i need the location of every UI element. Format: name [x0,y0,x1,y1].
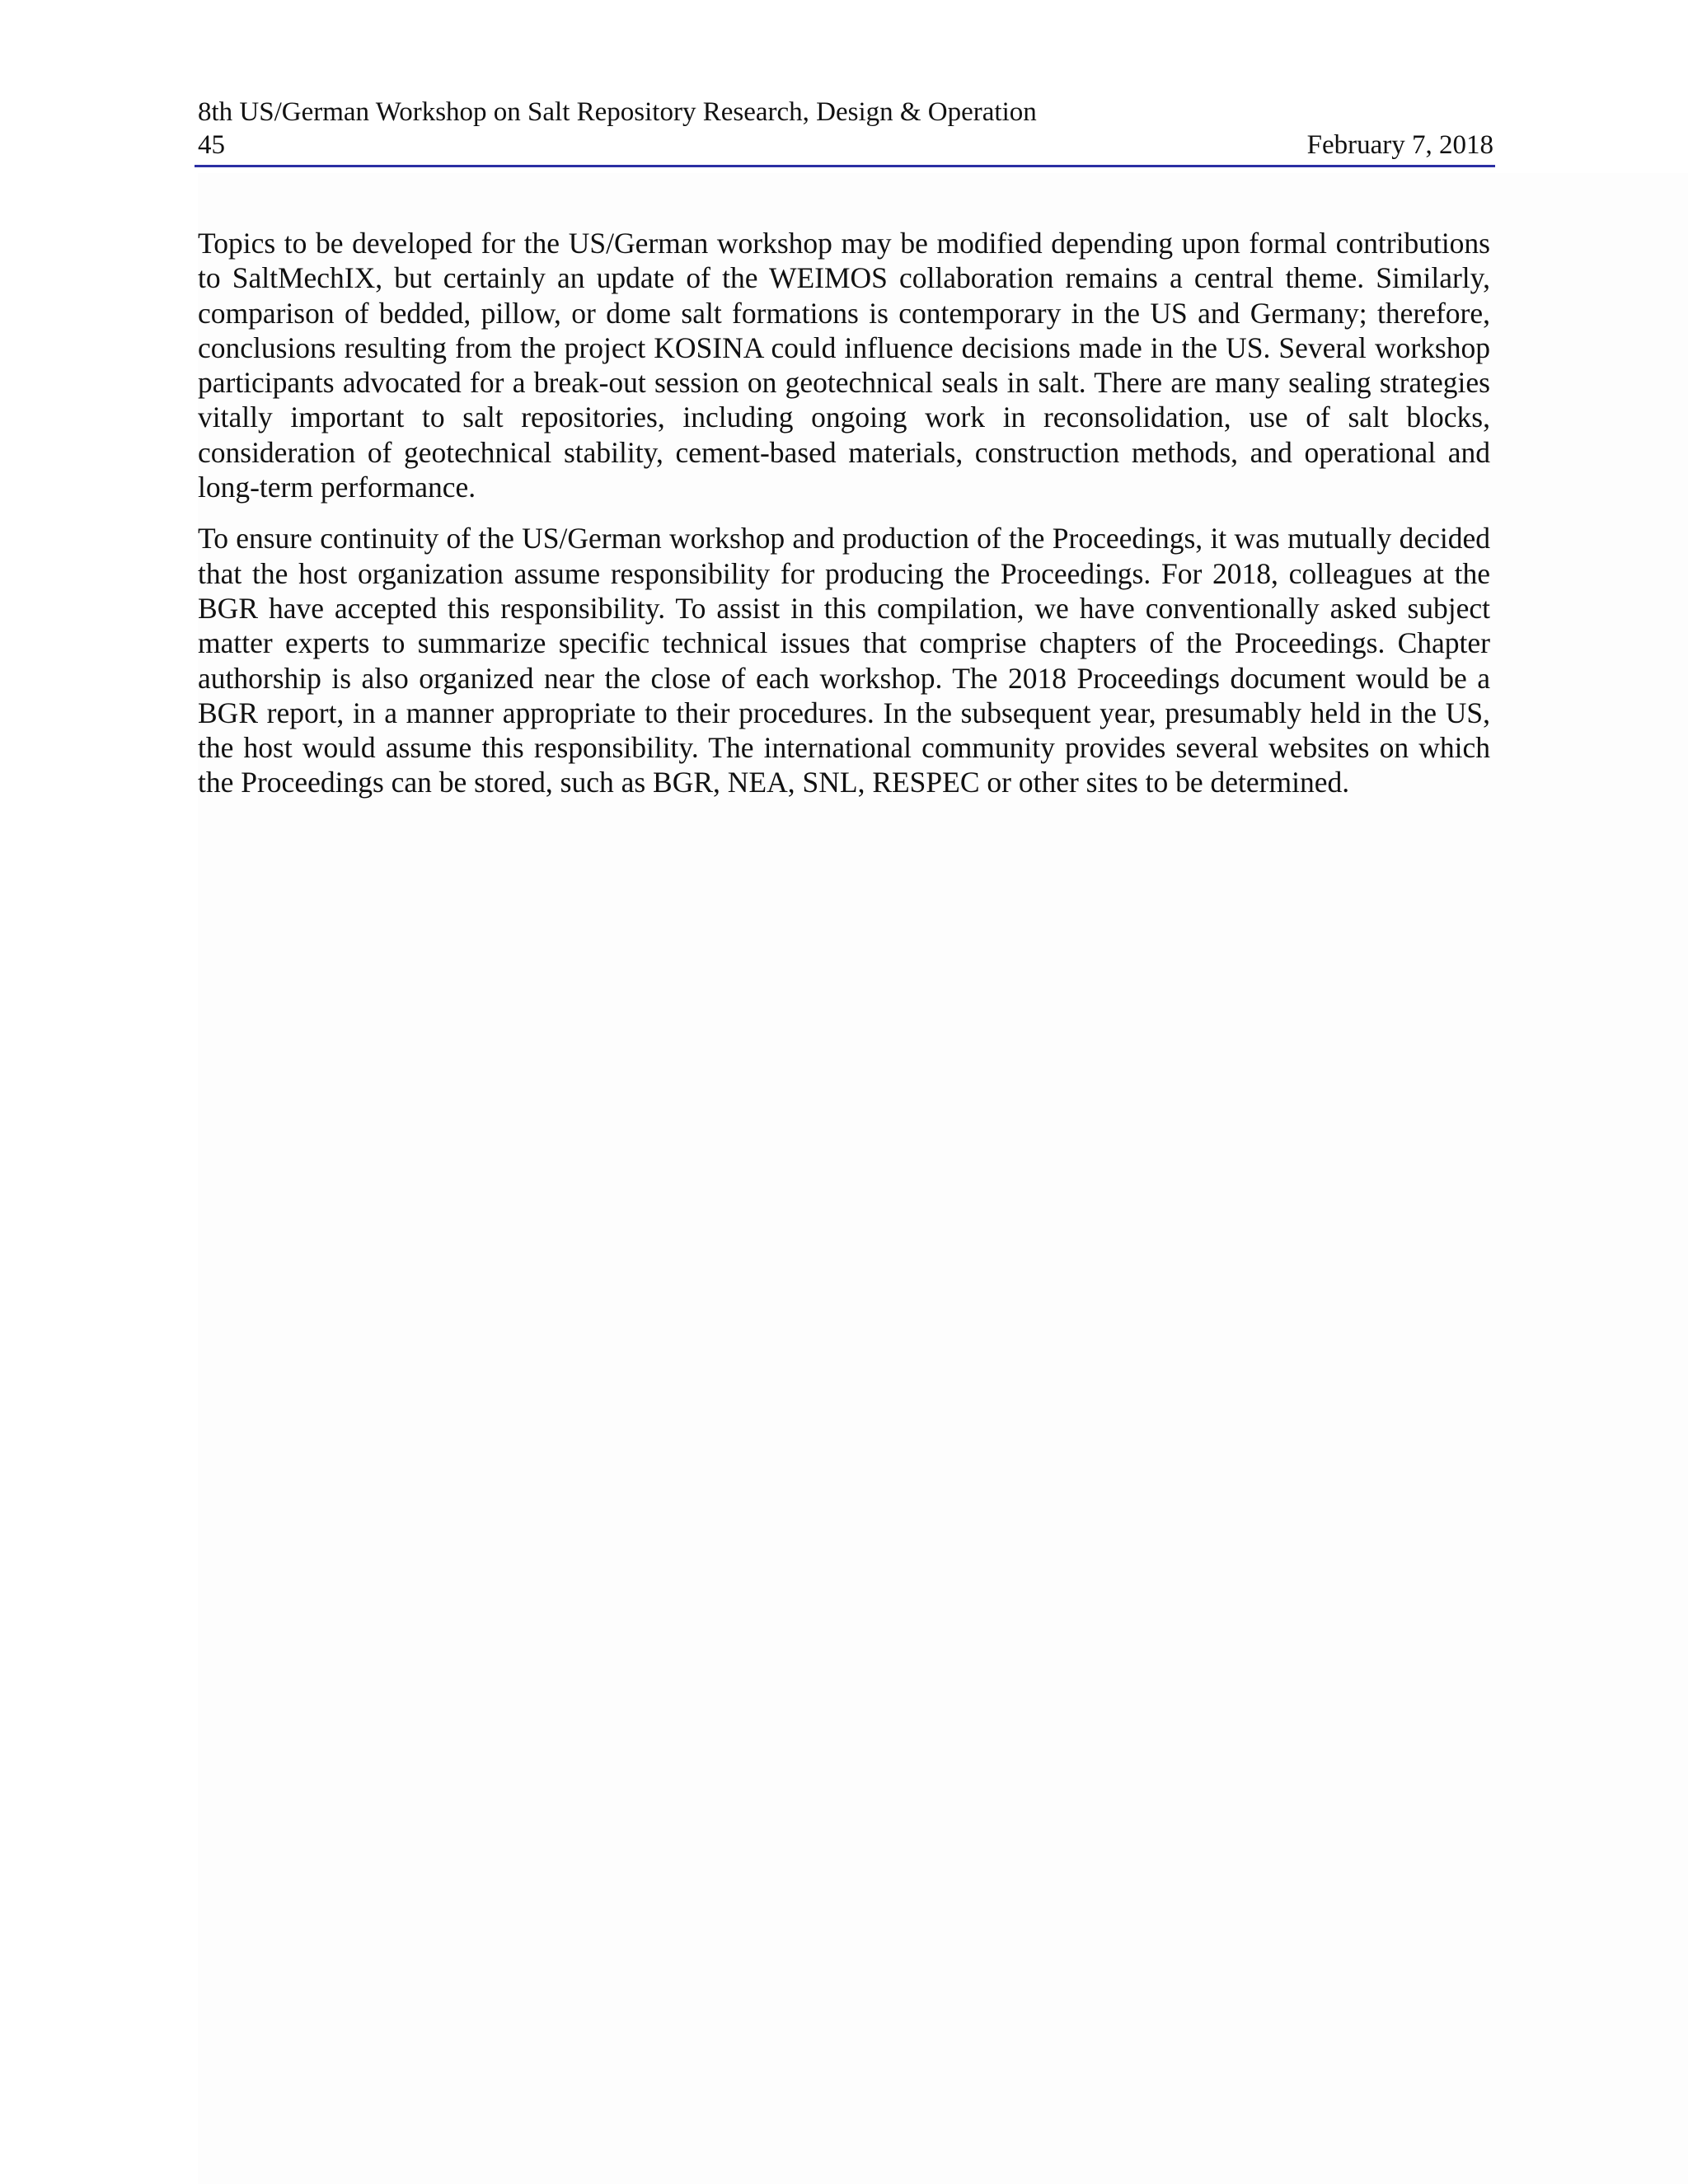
paragraph: Topics to be developed for the US/German workshop may be modified depending upon formal contributions to SaltMechIX, but certainly an update of the WEIMOS collaboration remains a central theme. Similarly, comparison of bedded, pillow, or dome salt formations is contemporary in the US and Germany; therefore, conclusions resulting from the project KOSINA could influence decisions made in the US. Several workshop participants advocated for a break-out session on geotechnical seals in salt. There are many sealing strategies vitally important to salt repositories, including ongoing work in reconsolidation, use of salt blocks, consideration of geotechnical stability, cement-based materials, construction methods, and operational and long-term performance. [198,227,1490,504]
header-title: 8th US/German Workshop on Salt Repository Research, Design & Operation [198,97,1037,127]
running-header [198,96,1493,162]
body-text [198,226,1490,817]
page-number: 45 [198,130,225,160]
header-row [198,129,1493,162]
header-date: February 7, 2018 [1306,130,1493,160]
paragraph: To ensure continuity of the US/German workshop and production of the Proceedings, it was mutually decided that the host organization assume responsibility for producing the Proceedings. For 2018, colleagues at the BGR have accepted this responsibility. To assist in this compilation, we have conventionally asked subject matter experts to summarize specific technical issues that comprise chapters of the Proceedings. Chapter authorship is also organized near the close of each workshop. The 2018 Proceedings document would be a BGR report, in a manner appropriate to their procedures. In the subsequent year, presumably held in the US, the host would assume this responsibility. The international community provides several websites on which the Proceedings can be stored, such as BGR, NEA, SNL, RESPEC or other sites to be determined. [198,522,1490,799]
header-rule [195,165,1495,167]
